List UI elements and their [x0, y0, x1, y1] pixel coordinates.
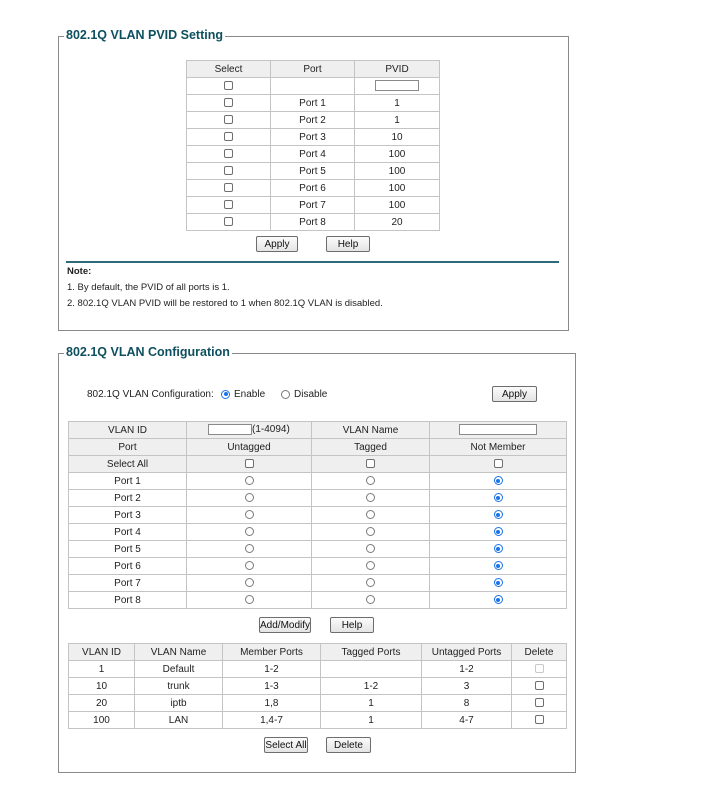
vlan-row: [69, 695, 567, 712]
select-all-untagged-checkbox[interactable]: [245, 459, 254, 468]
select-all-button[interactable]: Select All: [264, 737, 308, 753]
not-member-radio[interactable]: [494, 544, 503, 553]
vlan-name-cell: LAN: [135, 712, 223, 729]
untagged-radio[interactable]: [245, 561, 254, 570]
pvid-value: 20: [355, 214, 440, 231]
tagged-ports-cell: 1: [321, 712, 422, 729]
port-select-checkbox[interactable]: [224, 166, 233, 175]
tagged-radio[interactable]: [366, 493, 375, 502]
pvid-row: [187, 112, 440, 129]
membership-row: [69, 490, 567, 507]
pvid-help-button[interactable]: Help: [326, 236, 370, 252]
vlan-config-label: 802.1Q VLAN Configuration:: [87, 388, 214, 400]
port-label: Port 3: [69, 507, 187, 524]
pvid-row: [187, 129, 440, 146]
not-member-radio[interactable]: [494, 595, 503, 604]
tagged-ports-cell: 1: [321, 695, 422, 712]
port-label: Port 2: [69, 490, 187, 507]
untagged-radio[interactable]: [245, 595, 254, 604]
member-ports-cell: 1-3: [223, 678, 321, 695]
not-member-radio[interactable]: [494, 561, 503, 570]
untagged-radio[interactable]: [245, 578, 254, 587]
untagged-ports-cell: 4-7: [422, 712, 512, 729]
tagged-radio[interactable]: [366, 527, 375, 536]
port-label: Port 5: [271, 163, 355, 180]
col-header-port: Port: [271, 61, 355, 78]
port-label: Port 2: [271, 112, 355, 129]
vlan-help-button[interactable]: Help: [330, 617, 374, 633]
delete-checkbox: [535, 664, 544, 673]
port-select-checkbox[interactable]: [224, 98, 233, 107]
vlan-row: [69, 678, 567, 695]
col-header-vlan-name: VLAN Name: [135, 644, 223, 661]
vlan-id-range: (1-4094): [252, 424, 290, 436]
untagged-ports-cell: 8: [422, 695, 512, 712]
membership-row: [69, 541, 567, 558]
col-header-tagged-ports: Tagged Ports: [321, 644, 422, 661]
pvid-value: 100: [355, 197, 440, 214]
enable-label: Enable: [234, 388, 266, 400]
add-modify-button[interactable]: Add/Modify: [259, 617, 311, 633]
port-label: Port 3: [271, 129, 355, 146]
port-label: Port 5: [69, 541, 187, 558]
untagged-radio[interactable]: [245, 510, 254, 519]
port-label: Port 7: [271, 197, 355, 214]
col-header-member-ports: Member Ports: [223, 644, 321, 661]
port-select-checkbox[interactable]: [224, 200, 233, 209]
pvid-input[interactable]: [375, 80, 419, 91]
col-header-pvid: PVID: [355, 61, 440, 78]
port-label: Port 6: [271, 180, 355, 197]
pvid-row: [187, 95, 440, 112]
membership-row: [69, 507, 567, 524]
vlan-name-cell: iptb: [135, 695, 223, 712]
pvid-value: 1: [355, 95, 440, 112]
not-member-radio[interactable]: [494, 527, 503, 536]
pvid-value: 100: [355, 146, 440, 163]
not-member-radio[interactable]: [494, 578, 503, 587]
port-label: Port 1: [69, 473, 187, 490]
port-label: Port 4: [271, 146, 355, 163]
disable-label: Disable: [294, 388, 328, 400]
port-label: Port 6: [69, 558, 187, 575]
disable-radio[interactable]: [281, 390, 290, 399]
vlan-membership-table: [68, 421, 567, 609]
note-line-1: 1. By default, the PVID of all ports is 1.: [67, 282, 230, 293]
select-all-label: Select All: [69, 456, 187, 473]
membership-row: [69, 524, 567, 541]
untagged-ports-cell: 3: [422, 678, 512, 695]
port-label: Port 8: [271, 214, 355, 231]
col-header-not-member: Not Member: [430, 439, 567, 456]
note-title: Note:: [67, 266, 92, 277]
vlan-name-label: VLAN Name: [312, 422, 430, 439]
untagged-radio[interactable]: [245, 544, 254, 553]
tagged-radio[interactable]: [366, 544, 375, 553]
port-select-checkbox[interactable]: [224, 132, 233, 141]
delete-button[interactable]: Delete: [326, 737, 371, 753]
tagged-radio[interactable]: [366, 595, 375, 604]
vlan-config-section-title: 802.1Q VLAN Configuration: [66, 345, 230, 359]
vlan-id-cell: 20: [69, 695, 135, 712]
tagged-radio[interactable]: [366, 510, 375, 519]
membership-row: [69, 558, 567, 575]
untagged-radio[interactable]: [245, 476, 254, 485]
note-divider: [66, 261, 559, 263]
vlan-row: [69, 661, 567, 678]
select-all-tagged-checkbox[interactable]: [366, 459, 375, 468]
enable-radio[interactable]: [221, 390, 230, 399]
port-label: Port 4: [69, 524, 187, 541]
tagged-ports-cell: 1-2: [321, 678, 422, 695]
delete-checkbox[interactable]: [535, 698, 544, 707]
pvid-value: 100: [355, 163, 440, 180]
col-header-untagged: Untagged: [187, 439, 312, 456]
untagged-radio[interactable]: [245, 527, 254, 536]
untagged-ports-cell: 1-2: [422, 661, 512, 678]
select-all-not-member-checkbox[interactable]: [494, 459, 503, 468]
pvid-row: [187, 197, 440, 214]
not-member-radio[interactable]: [494, 476, 503, 485]
pvid-row: [187, 163, 440, 180]
not-member-radio[interactable]: [494, 493, 503, 502]
tagged-radio[interactable]: [366, 561, 375, 570]
vlan-name-cell: Default: [135, 661, 223, 678]
pvid-apply-button[interactable]: Apply: [256, 236, 298, 252]
membership-row: [69, 473, 567, 490]
pvid-section-title: 802.1Q VLAN PVID Setting: [66, 28, 223, 42]
vlan-name-cell: trunk: [135, 678, 223, 695]
vlan-id-cell: 1: [69, 661, 135, 678]
port-select-checkbox[interactable]: [224, 149, 233, 158]
vlan-list-table: [68, 643, 567, 729]
note-line-2: 2. 802.1Q VLAN PVID will be restored to 1 when 802.1Q VLAN is disabled.: [67, 298, 383, 309]
pvid-value: 100: [355, 180, 440, 197]
membership-row: [69, 592, 567, 609]
untagged-radio[interactable]: [245, 493, 254, 502]
vlan-id-input[interactable]: [208, 424, 252, 435]
col-header-delete: Delete: [512, 644, 567, 661]
pvid-select-all-checkbox[interactable]: [224, 81, 233, 90]
pvid-row: [187, 146, 440, 163]
port-select-checkbox[interactable]: [224, 183, 233, 192]
pvid-table: [186, 60, 440, 231]
port-label: Port 8: [69, 592, 187, 609]
vlan-id-cell: 10: [69, 678, 135, 695]
not-member-radio[interactable]: [494, 510, 503, 519]
port-label: Port 1: [271, 95, 355, 112]
vlan-id-cell: 100: [69, 712, 135, 729]
col-header-tagged: Tagged: [312, 439, 430, 456]
col-header-select: Select: [187, 61, 271, 78]
membership-row: [69, 575, 567, 592]
tagged-radio[interactable]: [366, 578, 375, 587]
pvid-value: 1: [355, 112, 440, 129]
member-ports-cell: 1,4-7: [223, 712, 321, 729]
delete-checkbox[interactable]: [535, 681, 544, 690]
col-header-untagged-ports: Untagged Ports: [422, 644, 512, 661]
vlan-id-label: VLAN ID: [69, 422, 187, 439]
tagged-ports-cell: [321, 661, 422, 678]
pvid-value: 10: [355, 129, 440, 146]
pvid-row: [187, 180, 440, 197]
col-header-vlan-id: VLAN ID: [69, 644, 135, 661]
vlan-name-input[interactable]: [459, 424, 537, 435]
tagged-radio[interactable]: [366, 476, 375, 485]
port-select-checkbox[interactable]: [224, 217, 233, 226]
member-ports-cell: 1,8: [223, 695, 321, 712]
delete-checkbox[interactable]: [535, 715, 544, 724]
port-label: Port 7: [69, 575, 187, 592]
vlan-config-apply-button[interactable]: Apply: [492, 386, 537, 402]
pvid-row: [187, 214, 440, 231]
member-ports-cell: 1-2: [223, 661, 321, 678]
vlan-row: [69, 712, 567, 729]
port-select-checkbox[interactable]: [224, 115, 233, 124]
col-header-port: Port: [69, 439, 187, 456]
